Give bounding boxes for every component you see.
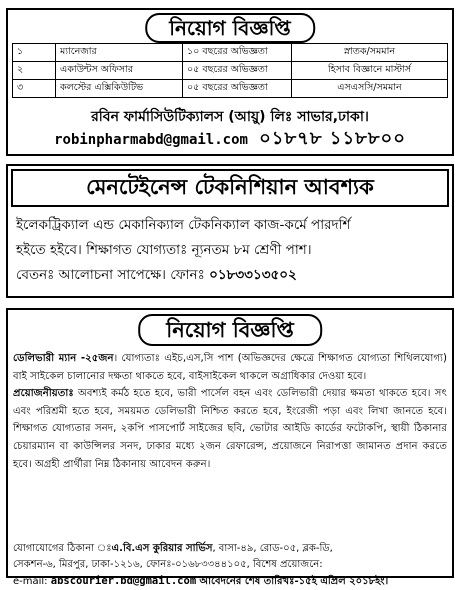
ad3-body xyxy=(13,350,447,473)
serial-cell: ১ xyxy=(13,44,56,62)
post-cell: কলস্টের এক্সিকিউটিভ xyxy=(56,80,183,98)
requirements-text: অবশ্যই কর্মঠ হতে হবে, ভারী পার্সেল বহন এবং ডেলিভারী দেয়ার ক্ষমতা থাকতে হবে। সৎ এবং পরিশ্রমী হতে হবে, সময়মত ডেলিভারী নিশ্চিত করতে হবে, ইংরেজী পড়া এবং লিখা জানতে হবে। শিক্ষাগত যোগ্যতার সনদ, ২কপি পাসপোর্ট সাইজের ছবি, ভোটার আইডি কার্ডের ফটোকপি, স্থায়ী ঠিকানার চেয়ারম্যান বা কাউন্সিলর সনদ, ঢাকার মধ্যে ২জন রেফারেন্স, প্রয়োজনে নিরাপত্তা জামানত প্রদান করতে হবে। অগ্রহী প্রার্থীরা নিম্ন ঠিকানায় আবেদন করুন। xyxy=(13,388,447,470)
ad2-body xyxy=(16,213,446,288)
job-ad-pharma xyxy=(6,8,454,156)
experience-cell: ১০ বছরের অভিজ্ঞতা xyxy=(183,44,292,62)
post-paragraph xyxy=(13,350,447,385)
phone-number: ০১৮৭৮ ১১৮৮০০ xyxy=(259,128,406,149)
email-text: robinpharmabd@gmail.com xyxy=(54,132,248,148)
post-cell: ম্যানেজার xyxy=(56,44,183,62)
address-label: যোগাযোগের ঠিকানা ঃ xyxy=(13,543,112,554)
phone-number: ০১৮৩৩১৩৫০২ xyxy=(209,267,297,283)
requirements-label: প্রয়োজনীয়তাঃ xyxy=(13,388,74,400)
experience-cell: ০৫ বছরের অভিজ্ঞতা xyxy=(183,80,292,98)
ad3-footer xyxy=(13,541,447,590)
contact-line xyxy=(8,128,452,151)
requirements-paragraph xyxy=(13,385,447,473)
table-row xyxy=(13,80,448,98)
ad2-salary-line xyxy=(16,263,446,288)
table-row xyxy=(13,62,448,80)
serial-cell: ২ xyxy=(13,62,56,80)
qualification-cell: এসএসসি/সমমান xyxy=(292,80,448,98)
address-text: , বাসা-৪৯, রোড-০৫, ব্লক-ডি, xyxy=(212,543,333,554)
qualification-cell: হিসাব বিজ্ঞানে মাস্টার্স xyxy=(292,62,448,80)
email-deadline-line xyxy=(13,573,447,590)
qualification-cell: স্নাতক/সমমান xyxy=(292,44,448,62)
deadline-text: আবেদনের শেষ তারিখঃ-১৫ই এপ্রিল ২০১৮ইং। xyxy=(199,576,389,587)
company-name: রবিন ফার্মাসিউটিক্যালস (আয়ু) লিঃ সাভার,ঢাকা। xyxy=(91,109,369,125)
post-title: ডেলিভারী ম্যান -২৫জন xyxy=(13,353,114,364)
vacancy-table xyxy=(12,43,448,98)
table-row xyxy=(13,44,448,62)
ad2-line: হইতে হইবে। শিক্ষাগত যোগ্যতাঃ ন্যূনতম ৮ম শ্রেণী পাশ। xyxy=(16,242,312,258)
serial-cell: ৩ xyxy=(13,80,56,98)
email-label: e-mail: xyxy=(13,576,48,587)
phone-label: ফোনঃ xyxy=(170,267,205,283)
address-line xyxy=(13,541,447,557)
post-details: । যোগ্যতাঃ এইচ,এস,সি পাশ (অভিজ্ঞদের ক্ষেত্রে শিক্ষাগত যোগ্যতা শিথিলযোগ্য) বাই সাইকেল চালানোর দক্ষতা থাকতে হবে, বাইসাইকেল থাকলে অগ্রাধিকার দেওয়া হবে। xyxy=(13,353,447,382)
email-text: abscourier.bd@gmail.com xyxy=(50,575,197,587)
address-line-2: সেকশন-৬, মিরপুর, ঢাকা-১২১৬, ফোনঃ-০১৬৮৩৩৪৪১০৫, বিশেষ প্রয়োজনে: xyxy=(13,559,323,570)
job-ad-technician xyxy=(6,164,454,298)
courier-company-name: এ.বি.এস কুরিয়ার সার্ভিস xyxy=(111,543,213,554)
job-ad-courier xyxy=(6,308,454,587)
salary-text: বেতনঃ আলোচনা সাপেক্ষে। xyxy=(16,267,166,283)
experience-cell: ০৫ বছরের অভিজ্ঞতা xyxy=(183,62,292,80)
post-cell: একাউন্টস অফিসার xyxy=(56,62,183,80)
ad3-title: নিয়োগ বিজ্ঞপ্তি xyxy=(138,314,322,346)
ad1-title: নিয়োগ বিজ্ঞপ্তি xyxy=(145,13,315,43)
ad2-banner: মেনটেইনেন্স টেকনিশিয়ান আবশ্যক xyxy=(11,169,449,207)
ad2-line: ইলেকট্রিক্যাল এন্ড মেকানিক্যাল টেকনিক্যাল কাজ-কর্মে পারদর্শি xyxy=(16,217,351,233)
